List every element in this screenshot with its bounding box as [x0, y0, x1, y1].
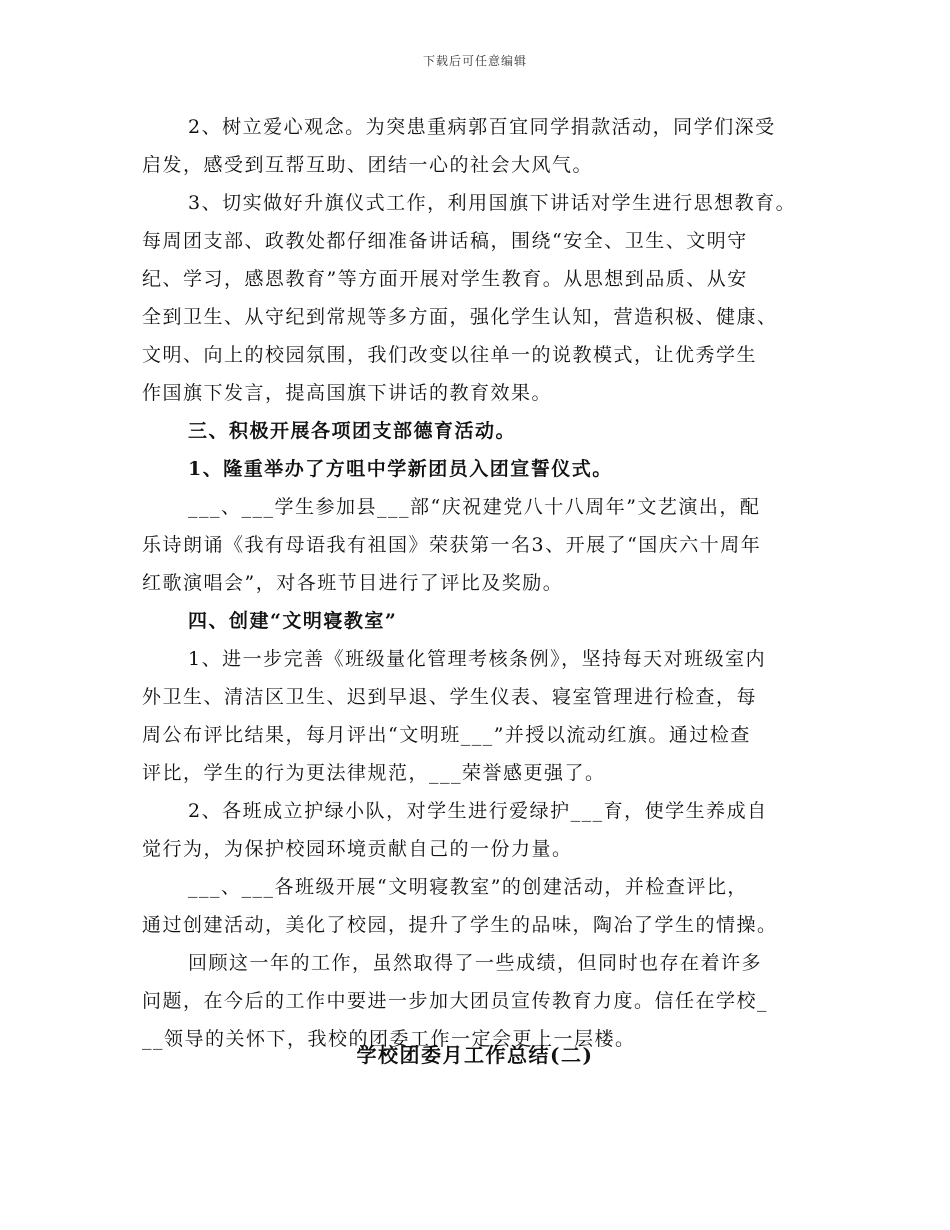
heading-line: 1、隆重举办了方咀中学新团员入团宣誓仪式。: [188, 458, 613, 480]
text-line: 纪、学习，感恩教育”等方面开展对学生教育。从思想到品质、从安: [142, 268, 748, 290]
section-title: 学校团委月工作总结(二): [356, 1043, 594, 1067]
text-line: 乐诗朗诵《我有母语我有祖国》荣获第一名3、开展了“国庆六十周年: [142, 534, 762, 556]
text-line: 周公布评比结果，每月评出“文明班___”并授以流动红旗。通过检查: [142, 724, 751, 746]
text-line: 启发，感受到互帮互助、团结一心的社会大风气。: [142, 154, 594, 176]
text-line: __领导的关怀下，我校的团委工作一定会更上一层楼。: [142, 1028, 636, 1050]
text-line: 全到卫生、从守纪到常规等多方面，强化学生认知，营造积极、健康、: [142, 306, 778, 328]
text-line: 2、树立爱心观念。为突患重病郭百宜同学捐款活动，同学们深受: [188, 116, 776, 138]
text-line: 问题，在今后的工作中要进一步加大团员宣传教育力度。信任在学校_: [142, 990, 769, 1012]
page-header: 下载后可任意编辑: [422, 54, 527, 68]
text-line: 红歌演唱会”，对各班节目进行了评比及奖励。: [142, 572, 564, 594]
text-line: 1、进一步完善《班级量化管理考核条例》，坚持每天对班级室内: [188, 648, 767, 670]
text-line: ___、___各班级开展“文明寝教室”的创建活动，并检查评比，: [188, 876, 748, 898]
heading-line: 三、积极开展各项团支部德育活动。: [188, 420, 517, 442]
text-line: 通过创建活动，美化了校园，提升了学生的品味，陶冶了学生的情操。: [142, 914, 778, 936]
text-line: 2、各班成立护绿小队，对学生进行爱绿护___育，使学生养成自: [188, 800, 768, 822]
text-line: 3、切实做好升旗仪式工作，利用国旗下讲话对学生进行思想教育。: [188, 192, 797, 214]
text-line: 作国旗下发言，提高国旗下讲话的教育效果。: [142, 382, 553, 404]
heading-line: 四、创建“文明寝教室”: [188, 610, 398, 632]
text-line: ___、___学生参加县___部“庆祝建党八十八周年”文艺演出，配: [188, 496, 761, 518]
text-line: 文明、向上的校园氛围，我们改变以往单一的说教模式，让优秀学生: [142, 344, 758, 366]
text-line: 觉行为，为保护校园环境贡献自己的一份力量。: [142, 838, 573, 860]
text-line: 评比，学生的行为更法律规范，___荣誉感更强了。: [142, 762, 606, 784]
text-line: 每周团支部、政教处都仔细准备讲话稿，围绕“安全、卫生、文明守: [142, 230, 748, 252]
text-line: 外卫生、清洁区卫生、迟到早退、学生仪表、寝室管理进行检查，每: [142, 686, 758, 708]
document-body: [142, 108, 822, 1058]
text-line: 回顾这一年的工作，虽然取得了一些成绩，但同时也存在着许多: [188, 952, 763, 974]
